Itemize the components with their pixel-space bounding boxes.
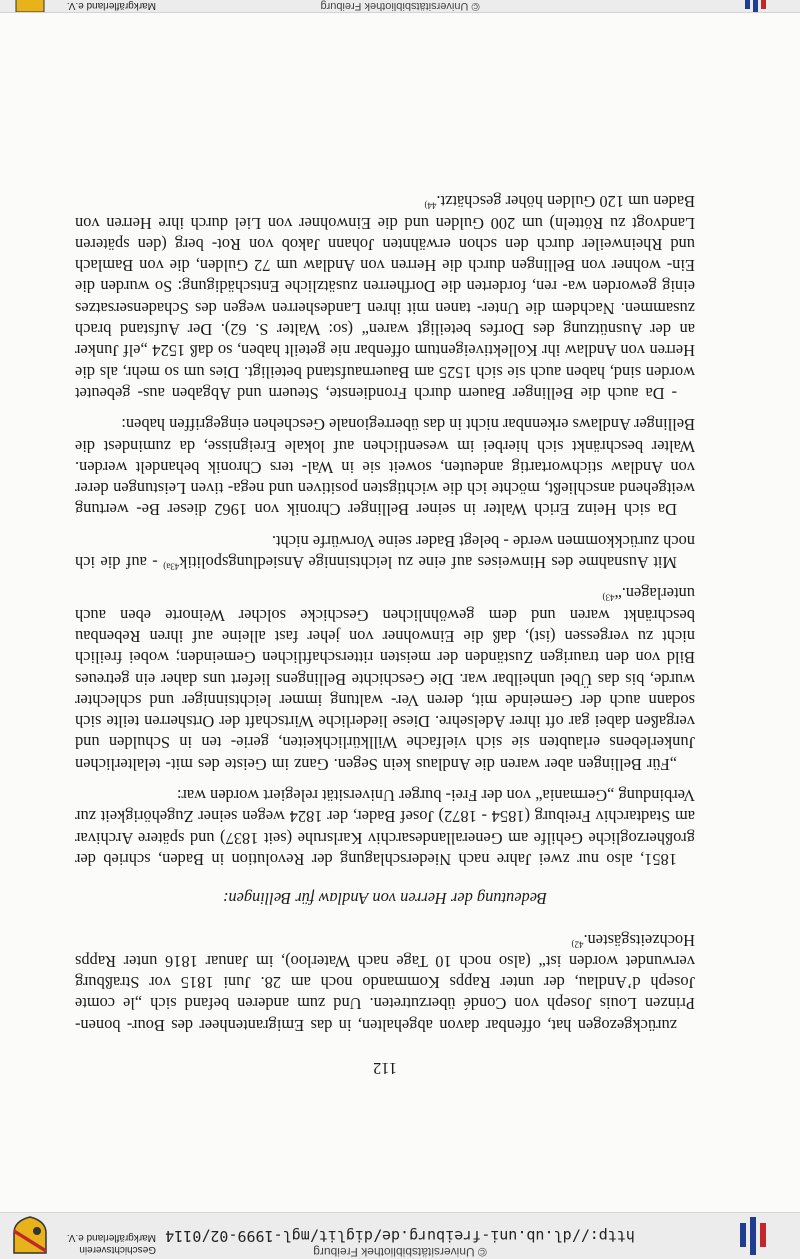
text-line: Wirtschaft der Ortsherren teilte sich sodann auch der Gemeinde mit, deren Ver- [75,690,695,732]
text-line: vergessen (ist), daß die Einwohner von jeher fast alleine auf ihren Rebenbau [75,626,629,646]
text-line: sich „le comte Joseph d’Andlau, der unter Rapps Kommando noch am 28. Juni [75,973,695,1014]
footnote-ref: 43) [602,592,615,603]
text-line: 1851, also nur zwei Jahre nach Niederschlagung der Revolution in Baden, [158,849,677,869]
paragraph [75,929,695,1035]
footnote-ref: 44) [424,200,437,211]
page-url[interactable]: http://dl.ub.uni-freiburg.de/diglit/mgl-1999-02/0114 [165,1227,635,1245]
text-line: gebeutet worden sind, haben auch sie sich 1525 am Bauernaufstand beteiligt. [75,362,695,403]
text-line: beschränkt waren und dem gewöhnlichen Geschicke solcher Weinorte eben auch [75,605,695,625]
footer-copyright: © Universitätsbibliothek Freiburg [320,0,480,12]
text-line: wertung weitgehend anschließt, möchte ich die wichtigsten positiven und nega- [75,479,695,520]
text-line: waren“ (so: Walter S. 62). Der Aufstand brach zusammen. Nachdem die Unter- [74,298,695,340]
text-line: ten in Schulden und vergaßen dabei gar oft ihrer Adelsehre. Diese liederliche [75,712,695,753]
text-line: ters Chronik behandelt werden. Walter beschränkt sich hierbei im wesentlichen [75,436,695,477]
text-line: - Da auch die Bellinger Bauern durch Frondienste, Steuern und Abgaben aus- [137,383,677,403]
text-line: tiven Leistungen derer von Andlaw stichwortartig andeuten, soweit sie in Wal- [75,457,695,499]
footnote-ref: 43a) [163,561,180,572]
text-line: bonen-Prinzen Louis Joseph von Condé überzutreten. Und zum anderen befand [75,994,695,1035]
society-name: Markgräflerland e.V. [66,0,156,11]
society-name-line: Markgräflerland e.V. [66,1232,156,1243]
quote-paragraph [75,583,695,775]
paragraph [75,530,695,573]
society-seal-icon [10,0,50,12]
text-line: wohner von Bellingen durch die Herren von Andlaw um 72 Gulden, die von [139,256,661,276]
text-line: Mit Ausnahme des Hinweises auf eine zu leichtsinnige Ansiedlungspolitik [179,553,677,573]
text-line: waltung immer leichtsinniger und schlechter wurde, bis das Übel unheilbar war. [75,669,695,710]
text-line: burger Universität relegiert worden war: [176,786,442,806]
page-text [75,191,695,1079]
text-line: 1837) und spätere Archivar am Stadtarchiv Freiburg (1854 - 1872) Josef Bader, [75,807,695,848]
text-line: unterlagen.“ [614,584,695,604]
section-heading: Bedeutung der Herren von Andlaw für Bellingen: [222,889,548,909]
society-seal-icon [10,1215,50,1257]
text-line: Zuständen der meisten ritterschaftlichen Gemeinden; wobei freilich nicht zu [75,626,695,668]
header-copyright: © Universitätsbibliothek Freiburg [313,1245,487,1259]
text-line: „Für Bellingen aber waren die Andlaus kein Segen. Ganz im Geiste des mit- [165,754,677,774]
text-line: zurückgezogen hat, offenbar davon abgehalten, in das Emigrantenheer des Bour- [126,1015,677,1035]
scan-header [0,1212,800,1259]
society-name-line: Geschichtsverein [79,1244,156,1255]
text-line: Januar 1816 unter Rapps Hochzeitsgästen. [75,930,695,971]
text-line: tanen mit ihren Landesherren wegen des Schadensersatzes einig geworden wa- [74,277,695,318]
text-line: auf lokale Ereignisse, da zumindest die Bellinger Andlaws erkennbar nicht in [75,415,695,456]
text-line: berg (den späteren Landvogt zu Rötteln) um 200 Gulden und die Einwohner von [75,213,695,254]
text-line: Liel durch ihre Herren von Baden um 120 Gulden höher geschätzt. [74,192,695,233]
text-line: Dies um so mehr, als die Herren von Andlaw ihr Kollektiveigentum offenbar nie [75,341,695,382]
scan-footer [0,0,800,13]
list-item [75,191,695,404]
paragraph [75,414,695,520]
text-line: telalterlichen Junkerlebens erlaubten sie sich vielfache Willkürlichkeiten, gerie- [75,733,695,774]
text-line: - auf die ich noch zurückkommen werde - belegt Bader seine Vorwürfe nicht. [75,531,695,573]
text-line: Da sich Heinz Erich Walter in seiner Bellinger Chronik von 1962 dieser Be- [136,500,677,520]
text-line: der 1824 wegen seiner Zugehörigkeit zur Verbindung „Germania“ von der Frei- [75,786,695,827]
footnote-ref: 42) [571,938,584,949]
page-number: 112 [373,1059,397,1078]
text-line: das überregionale Geschehen eingegriffen haben: [121,415,446,435]
text-line: Bamlach und Rheinweiler durch den schon erwähnten Johann Jakob von Rot- [75,234,695,276]
text-line: 1815 vor Straßburg verwundet worden ist“ (also noch 10 Tage nach Waterloo), im [74,951,695,993]
text-line: schrieb der großherzogliche Gehilfe am Generallandesarchiv Karlsruhe (seit [74,828,695,869]
text-line: ren, forderten die Dorfherren zusätzliche Entschädigung: So wurden die Ein- [75,256,695,297]
paragraph [75,785,695,870]
text-line: geteilt haben, so daß 1524 „elf Junker an der Ausnützung des Dorfes beteiligt [75,320,695,361]
society-name [56,1231,156,1255]
text-line: Die Geschichte Bellingens liefert uns daher ein getreues Bild von den traurigen [75,648,695,689]
